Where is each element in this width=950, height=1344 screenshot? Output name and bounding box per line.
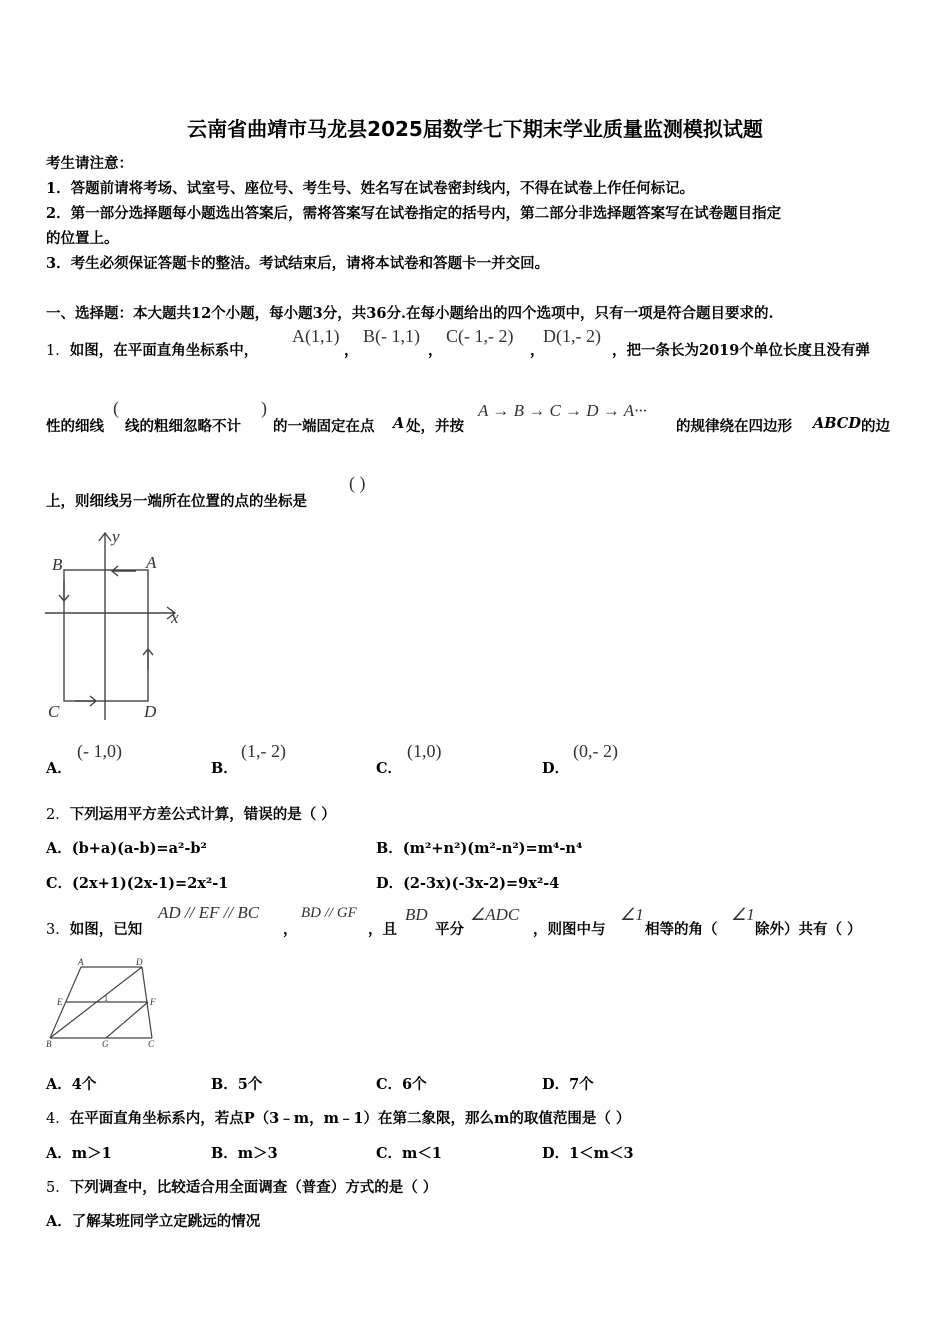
label-c: C — [148, 1039, 155, 1049]
label-f: F — [150, 997, 156, 1007]
option: B．(m²+n²)(m²-n²)=m⁴-n⁴ — [376, 840, 583, 857]
question-4: 4．在平面直角坐标系内，若点P（3﹣m，m﹣1）在第二象限，那么m的取值范围是（ ） — [46, 1110, 631, 1127]
option: C．(2x+1)(2x-1)=2x²-1 — [46, 875, 229, 892]
page-title: 云南省曲靖市马龙县2025届数学七下期末学业质量监测模拟试题 — [187, 117, 763, 141]
label-y: y — [112, 527, 120, 546]
question-number: 2． — [46, 807, 70, 823]
question-number: 3． — [46, 922, 70, 938]
arrow-b-to-c — [59, 581, 69, 601]
trapezoid-figure — [44, 957, 164, 1049]
label-angle-1: 1 — [104, 994, 108, 1003]
rectangle-abcd — [64, 570, 148, 701]
question-2: 2．下列运用平方差公式计算，错误的是（ ） — [46, 806, 336, 823]
label-a: A — [78, 957, 84, 967]
section-heading: 一、选择题：本大题共12个小题，每小题3分，共36分.在每小题给出的四个选项中，只有一项是符合题目要求的. — [46, 305, 774, 322]
option: B．5个 — [211, 1076, 263, 1093]
option: D．(2-3x)(-3x-2)=9x²-4 — [376, 875, 560, 892]
answer-blank: ( ) — [349, 473, 366, 493]
point-a-coord: A(1,1) — [292, 326, 340, 346]
option: A．了解某班同学立定跳远的情况 — [46, 1213, 261, 1230]
parallel-condition: AD // EF // BC — [158, 903, 260, 922]
winding-path: A → B → C → D → A··· — [478, 401, 647, 420]
option: D．1＜m＜3 — [542, 1145, 634, 1162]
coordinate-figure — [40, 525, 190, 725]
label-d: D — [136, 957, 143, 967]
arrow-d-to-a — [143, 649, 153, 670]
label-a: A — [146, 553, 157, 572]
question-5: 5．下列调查中，比较适合用全面调查（普查）方式的是（ ） — [46, 1179, 438, 1196]
label-x: x — [171, 608, 179, 627]
option: A．(b+a)(a-b)=a²-b² — [46, 840, 207, 857]
arrow-c-to-d — [75, 696, 96, 706]
option-label: B． — [211, 760, 238, 777]
option: C．m＜1 — [376, 1145, 442, 1162]
question-number: 1． — [46, 343, 70, 359]
question-number: 4． — [46, 1111, 70, 1127]
label-d: D — [144, 702, 157, 721]
notice-item: 3．考生必须保证答题卡的整洁。考试结束后，请将本试卷和答题卡一并交回。 — [46, 255, 550, 272]
option-value: (1,0) — [407, 741, 442, 761]
label-b: B — [52, 555, 63, 574]
option-label: C． — [376, 760, 403, 777]
point-b-coord: B(- 1,1) — [363, 326, 420, 346]
option-value: (1,- 2) — [241, 741, 286, 761]
point-c-coord: C(- 1,- 2) — [446, 326, 514, 346]
line-gf — [106, 1002, 148, 1038]
notice-item: 的位置上。 — [46, 230, 119, 247]
option-value: (0,- 2) — [573, 741, 618, 761]
option: C．6个 — [376, 1076, 427, 1093]
question-1-line-1: 1．如图，在平面直角坐标系中， — [46, 342, 259, 359]
arrow-a-to-b — [112, 566, 136, 576]
exam-page: 云南省曲靖市马龙县2025届数学七下期末学业质量监测模拟试题 考生请注意： 1．答题前请将考场、试室号、座位号、考生号、姓名写在试卷密封线内，不得在试卷上作任何标记。 2．第一部分选择题每小题选出答案后，需将答案写在试卷指定的括号内，第二部分非选择题答案写在试卷题目指定 的位置上。 3．考生必须保证答题卡的整洁。考试结束后，请将本试卷和答题卡一并交回。 一、选择题：本大题共12个小题，每小题3分，共36分.在每小题给出的四个选项中，只有一项是符合题目要求的. 1．如图，在平面直角坐标系中， A(1,1) ， B(- 1,1) ， C(- 1,- 2) ， D(1,- 2) ，把一条长为2019个单位长度且没有弹 性的细线 ( 线的粗细忽略不计 ) 的一端固定在点 A 处，并按 A → B → C → D → A··· 的规律绕在四边形 ABCD 的边 上，则细线另一端所在位置的点的坐标是 ( ) y x A B C D A． (- 1,0) B． (1,- 2) C． (1,0) D． (0,- 2) 2．下列运用平方差公式计算，错误的是（ ） A．(b+a)(a-b)=a²-b² B．(m²+n²)(m²-n²)=m⁴-n⁴ C．(2x+1)(2x-1)=2x²-1 D．(2-3x)(-3x-2)=9x²-4 3．如图，已知 AD // EF // BC ， BD // GF ，且 BD 平分 ∠ADC ，则图中与 ∠1 相等的角（ ∠1 除外）共有（ ） A D E F B G C 1 A．4个 B．5个 C．6个 D．7个 4．在平面直角坐标系内，若点P（3﹣m，m﹣1）在第二象限，那么m的取值范围是（ ） A．m＞1 B．m＞3 C．m＜1 D．1＜m＜3 5．下列调查中，比较适合用全面调查（普查）方式的是（ ） A．了解某班同学立定跳远的情况 — [0, 0, 950, 1344]
label-g: G — [102, 1039, 109, 1049]
question-number: 5． — [46, 1180, 70, 1196]
label-c: C — [48, 702, 60, 721]
point-d-coord: D(1,- 2) — [543, 326, 601, 346]
option-value: (- 1,0) — [77, 741, 122, 761]
option: D．7个 — [542, 1076, 594, 1093]
notice-item: 2．第一部分选择题每小题选出答案后，需将答案写在试卷指定的括号内，第二部分非选择题答案写在试卷题目指定 — [46, 205, 782, 222]
option: A．m＞1 — [46, 1145, 112, 1162]
question-3: 3．如图，已知 — [46, 921, 143, 938]
notice-heading: 考生请注意： — [46, 155, 133, 172]
option-label: A． — [46, 760, 72, 777]
option: A．4个 — [46, 1076, 97, 1093]
parallel-condition-2: BD // GF — [301, 905, 357, 921]
option-label: D． — [542, 760, 570, 777]
option: B．m＞3 — [211, 1145, 278, 1162]
notice-item: 1．答题前请将考场、试室号、座位号、考生号、姓名写在试卷密封线内，不得在试卷上作任何标记。 — [46, 180, 695, 197]
label-b: B — [46, 1039, 52, 1049]
label-e: E — [57, 997, 63, 1007]
